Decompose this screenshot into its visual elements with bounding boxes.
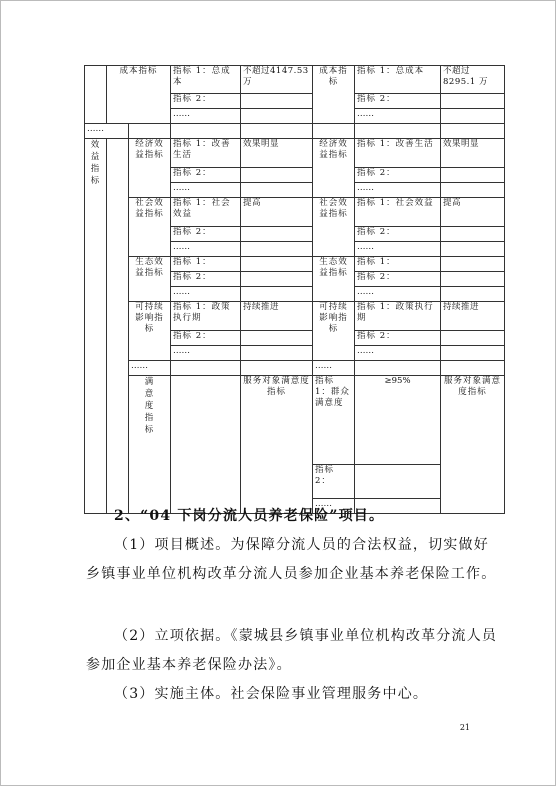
cost-ind2-left: 指标 2： — [171, 94, 241, 109]
satisfaction-sub-left: 服务对象满意度指标 — [241, 376, 313, 514]
cost-group-cell — [85, 66, 107, 124]
ecological-sub-left: 生态效益指标 — [129, 257, 171, 302]
cost-sub-dots-cell: …… — [85, 124, 129, 139]
ecological-dots-left: …… — [171, 287, 241, 302]
benefit-dots-left: …… — [129, 361, 171, 376]
economic-sub-left: 经济效益指标 — [129, 139, 171, 198]
sustainable-val-right: 持续推进 — [441, 302, 505, 331]
economic-ind2-right: 指标 2： — [355, 168, 441, 183]
satisfaction-dots-left: …… — [313, 499, 355, 514]
ecological-ind2-right: 指标 2： — [355, 272, 441, 287]
sustainable-ind1-right: 指标 1：政策执行期 — [355, 302, 441, 331]
social-val-right: 提高 — [441, 198, 505, 227]
ecological-ind1-left: 指标 1： — [171, 257, 241, 272]
cost-ind2-right: 指标 2： — [355, 94, 441, 109]
social-ind1-right: 指标 1：社会效益 — [355, 198, 441, 227]
cost-ind1-left: 指标 1：总成本 — [171, 66, 241, 94]
cost-val-left: 不超过4147.53 万 — [241, 66, 313, 94]
satisfaction-ind1-left: 指标 1：群众满意度 — [313, 376, 355, 465]
ecological-sub-right: 生态效益指标 — [313, 257, 355, 302]
economic-ind1-left: 指标 1：改善生活 — [171, 139, 241, 168]
sustainable-val-left: 持续推进 — [241, 302, 313, 331]
paragraph-overview: （1）项目概述。为保障分流人员的合法权益，切实做好乡镇事业单位机构改革分流人员参加企业基本养老保险工作。 — [86, 537, 497, 582]
economic-ind1-right: 指标 1：改善生活 — [355, 139, 441, 168]
cost-sub-label-right: 成本指标 — [313, 66, 355, 124]
benefit-group-label: 效益指标 — [85, 139, 107, 514]
ecological-val-right — [441, 257, 505, 272]
sustainable-ind2-left: 指标 2： — [171, 331, 241, 346]
sustainable-dots-left: …… — [171, 346, 241, 361]
sustainable-dots-right: …… — [355, 346, 441, 361]
sustainable-ind2-right: 指标 2： — [355, 331, 441, 346]
ecological-ind1-right: 指标 1： — [355, 257, 441, 272]
social-dots-right: …… — [355, 242, 441, 257]
satisfaction-ind2-left: 指标 2： — [313, 465, 355, 499]
benefit-dots-right: …… — [313, 361, 355, 376]
satisfaction-sub-right: 服务对象满意度指标 — [441, 376, 505, 514]
satisfaction-val-left: ≥95% — [355, 376, 441, 465]
ecological-ind2-left: 指标 2： — [171, 272, 241, 287]
paragraph-implementer: （3）实施主体。社会保险事业管理服务中心。 — [114, 686, 429, 702]
ecological-val-left — [241, 257, 313, 272]
cost-ind1-right: 指标 1：总成本 — [355, 66, 441, 94]
satisfaction-group-label: 满意度指标 — [129, 376, 171, 514]
economic-val-right: 效果明显 — [441, 139, 505, 168]
sustainable-sub-right: 可持续影响指标 — [313, 302, 355, 361]
page-number: 21 — [459, 723, 470, 732]
paragraph-basis: （2）立项依据。《蒙城县乡镇事业单位机构改革分流人员参加企业基本养老保险办法》。 — [86, 628, 498, 673]
economic-val-left: 效果明显 — [241, 139, 313, 168]
section-heading: 2、“04 下岗分流人员养老保险”项目。 — [114, 508, 385, 524]
sustainable-sub-left: 可持续影响指标 — [129, 302, 171, 361]
economic-dots-right: …… — [355, 183, 441, 198]
social-dots-left: …… — [171, 242, 241, 257]
social-ind2-left: 指标 2： — [171, 227, 241, 242]
social-ind1-left: 指标 1：社会效益 — [171, 198, 241, 227]
cost-dots-right: …… — [355, 109, 441, 124]
social-val-left: 提高 — [241, 198, 313, 227]
economic-ind2-left: 指标 2： — [171, 168, 241, 183]
sustainable-ind1-left: 指标 1：政策执行期 — [171, 302, 241, 331]
social-ind2-right: 指标 2： — [355, 227, 441, 242]
social-sub-left: 社会效益指标 — [129, 198, 171, 257]
cost-sub-label-left: 成本指标 — [107, 66, 171, 124]
ecological-dots-right: …… — [355, 287, 441, 302]
economic-sub-right: 经济效益指标 — [313, 139, 355, 198]
cost-dots-left: …… — [171, 109, 241, 124]
social-sub-right: 社会效益指标 — [313, 198, 355, 257]
cost-val-right: 不超过8295.1 万 — [441, 66, 505, 94]
economic-dots-left: …… — [171, 183, 241, 198]
performance-indicator-table — [84, 65, 505, 514]
